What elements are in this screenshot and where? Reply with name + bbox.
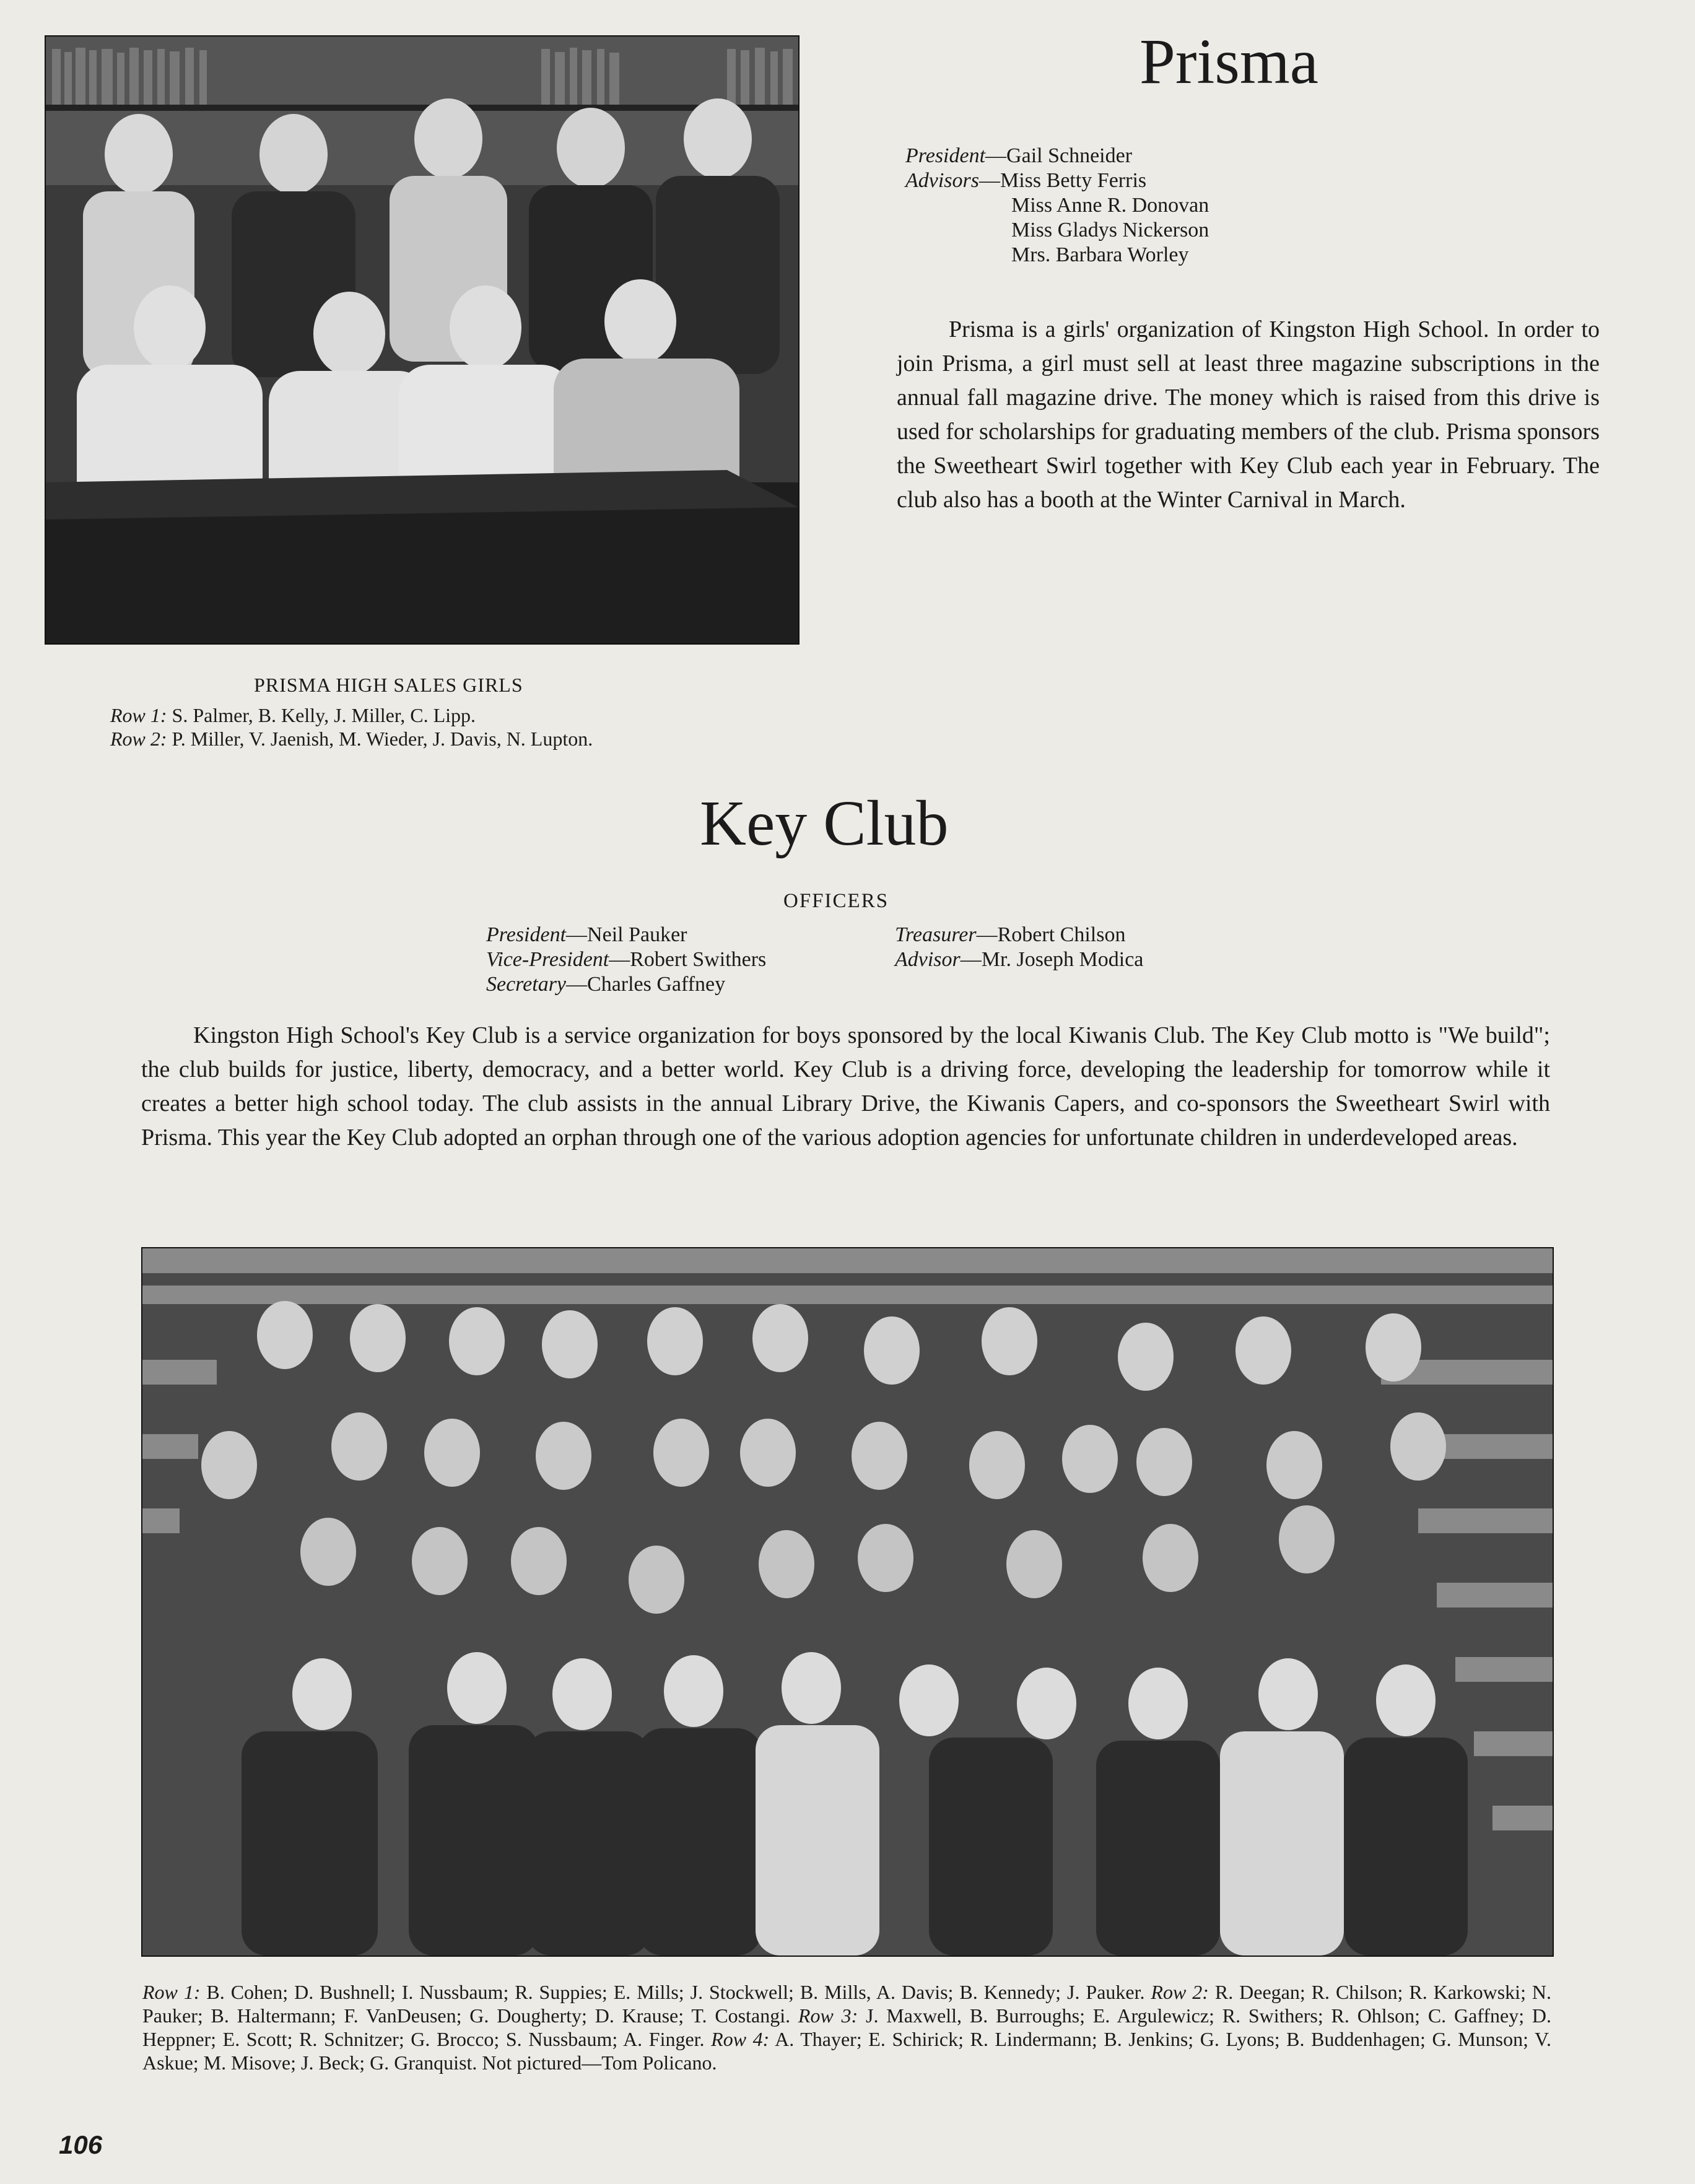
- key-club-officer: [486, 972, 766, 997]
- key-club-officer: [895, 923, 1143, 947]
- caption-row-names: P. Miller, V. Jaenish, M. Wieder, J. Davis, N. Lupton.: [167, 728, 593, 750]
- caption-row-label: Row 1:: [142, 1981, 201, 2003]
- key-club-officer: [486, 923, 766, 947]
- key-club-description: [141, 1019, 1550, 1155]
- key-club-officers-left: [486, 923, 766, 997]
- officer-name: —Charles Gaffney: [566, 973, 726, 996]
- caption-row-names: A. Thayer; E. Schirick; R. Lindermann; B. Jenkins; G. Lyons; B. Buddenhagen; G. Munson; V. Askue; M. Misove; J. Beck; G. Granquist. Not pictured—Tom Policano.: [142, 2028, 1552, 2074]
- caption-row-names: R. Deegan; R. Chilson; R. Karkowski; N. Pauker; B. Haltermann; F. VanDeusen; G. Dougherty; D. Krause; T. Costangi.: [142, 1981, 1551, 2027]
- caption-row-names: S. Palmer, B. Kelly, J. Miller, C. Lipp.: [167, 704, 476, 726]
- caption-row: [110, 703, 853, 727]
- officer-role: Advisor: [895, 948, 961, 971]
- prisma-advisor-line: [905, 168, 1209, 193]
- page-number: 106: [59, 2130, 103, 2159]
- prisma-president-name: —Gail Schneider: [985, 144, 1133, 167]
- officer-name: —Mr. Joseph Modica: [960, 948, 1144, 971]
- key-club-title: Key Club: [700, 788, 949, 859]
- caption-row-label: Row 2:: [110, 728, 167, 750]
- prisma-president-line: [905, 144, 1209, 168]
- prisma-title: Prisma: [1139, 26, 1318, 97]
- prisma-officers: [905, 144, 1209, 268]
- prisma-description-text: Prisma is a girls' organization of Kingston High School. In order to join Prisma, a girl must sell at least three magazine subscriptions in the annual fall magazine drive. The money which is raised from this drive is used for scholarships for graduating members of the club. Prisma sponsors the Sweetheart Swirl together with Key Club each year in February. The club also has a booth at the Winter Carnival in March.: [897, 316, 1600, 513]
- caption-row-names: J. Maxwell, B. Burroughs; E. Argulewicz; R. Swithers; R. Ohlson; C. Gaffney; D. Heppner; E. Scott; R. Schnitzer; G. Brocco; S. Nussbaum; A. Finger.: [142, 2004, 1552, 2050]
- caption-row: [110, 727, 853, 750]
- prisma-advisor-name: —Miss Betty Ferris: [979, 169, 1147, 192]
- prisma-photo-caption-title: PRISMA HIGH SALES GIRLS: [254, 674, 523, 696]
- key-club-officers-heading: OFFICERS: [783, 890, 889, 912]
- prisma-photo-caption: [110, 703, 853, 750]
- prisma-photo-illustration: [46, 37, 798, 643]
- prisma-advisor-name: Miss Gladys Nickerson: [1011, 219, 1209, 241]
- key-club-officers-right: [895, 923, 1143, 972]
- key-club-officer: [486, 947, 766, 972]
- prisma-description: [897, 313, 1600, 517]
- officer-name: —Robert Chilson: [976, 923, 1126, 946]
- caption-row-label: Row 4:: [711, 2028, 770, 2050]
- prisma-advisors-role: Advisors: [905, 169, 979, 192]
- caption-row-label: Row 2:: [1151, 1981, 1209, 2003]
- officer-role: Vice-President: [486, 948, 609, 971]
- caption-row-label: Row 3:: [798, 2004, 858, 2027]
- officer-role: President: [486, 923, 567, 946]
- key-club-officer: [895, 947, 1143, 972]
- officer-name: —Robert Swithers: [609, 948, 767, 971]
- officer-role: Treasurer: [895, 923, 977, 946]
- caption-row: [142, 1981, 1151, 2003]
- key-club-photo-caption: [142, 1980, 1551, 2074]
- prisma-president-role: President: [905, 144, 986, 167]
- officer-role: Secretary: [486, 973, 567, 996]
- prisma-advisor-name: Miss Anne R. Donovan: [1011, 194, 1209, 217]
- key-club-group-photo: [141, 1247, 1554, 1957]
- caption-row-names: B. Cohen; D. Bushnell; I. Nussbaum; R. Suppies; E. Mills; J. Stockwell; B. Mills, A. Davis; B. Kennedy; J. Pauker.: [200, 1981, 1151, 2003]
- officer-name: —Neil Pauker: [566, 923, 687, 946]
- prisma-advisor-name: Mrs. Barbara Worley: [1011, 243, 1189, 266]
- key-club-photo-illustration: [142, 1248, 1553, 1956]
- caption-row-label: Row 1:: [110, 704, 167, 726]
- prisma-group-photo: [45, 35, 800, 645]
- key-club-description-text: Kingston High School's Key Club is a service organization for boys sponsored by the local Kiwanis Club. The Key Club motto is "We build"; the club builds for justice, liberty, democracy, and a better world. Key Club is a driving force, developing the leadership for tomorrow while it creates a better high school today. The club assists in the annual Library Drive, the Kiwanis Capers, and co-sponsors the Sweetheart Swirl with Prisma. This year the Key Club adopted an orphan through one of the various adoption agencies for unfortunate children in underdeveloped areas.: [141, 1022, 1550, 1151]
